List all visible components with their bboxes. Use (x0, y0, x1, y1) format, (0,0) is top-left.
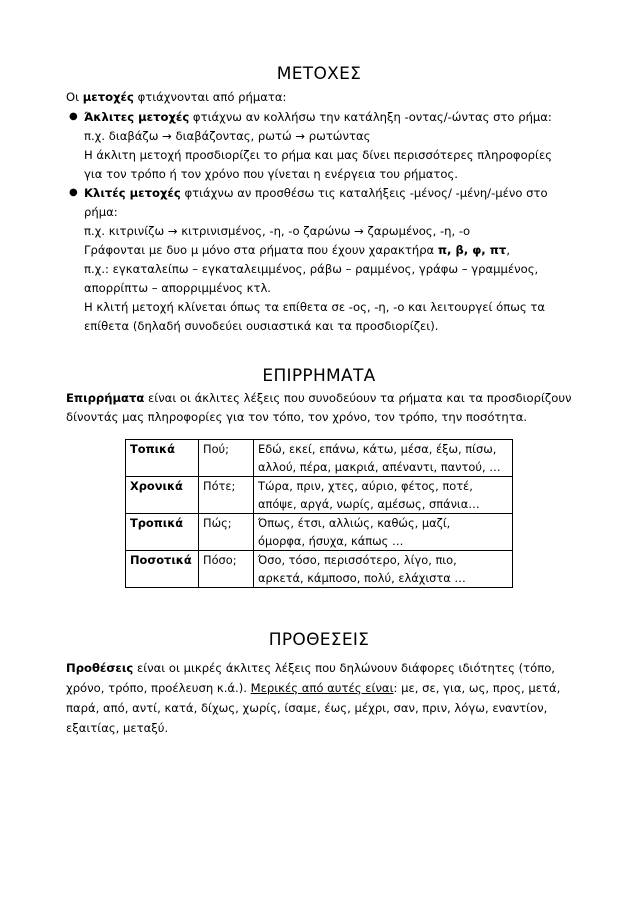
metoxes-intro (66, 88, 286, 106)
mm-rule-chars: π, β, φ, πτ (437, 243, 507, 257)
protheseis-text: είναι οι μικρές άκλιτες λέξεις που δηλώνουν διάφορες ιδιότητες (τόπο, (133, 661, 555, 675)
examples-line: Όπως, έτσι, αλλιώς, καθώς, μαζί, (258, 516, 451, 530)
klites-desc-1: Η κλιτή μετοχή κλίνεται όπως τα επίθετα σε -ος, -η, -ο και λειτουργεί όπως τα (84, 300, 546, 314)
intro-text: Οι (66, 90, 83, 104)
examples-line: αρκετά, κάμποσο, πολύ, ελάχιστα … (258, 571, 466, 585)
klites-heading (84, 184, 548, 202)
adverb-examples (254, 514, 513, 551)
adverb-type: Ποσοτικά (126, 551, 199, 588)
aklites-text: φτιάχνω αν κολλήσω την κατάληξη -οντας/-ώντας στο ρήμα: (189, 110, 552, 124)
section-title-epirrimata: ΕΠΙΡΡΗΜΑΤΑ (262, 366, 376, 386)
protheseis-text-post: : με, σε, για, ως, προς, μετά, (393, 681, 561, 695)
adverb-question: Πού; (199, 440, 254, 477)
aklites-desc-1: Η άκλιτη μετοχή προσδιορίζει το ρήμα και μας δίνει περισσότερες πληροφορίες (84, 148, 553, 162)
adverb-examples (254, 440, 513, 477)
adverb-type: Τροπικά (126, 514, 199, 551)
protheseis-underlined: Μερικές από αυτές είναι (250, 681, 394, 695)
epirrimata-text: είναι οι άκλιτες λέξεις που συνοδεύουν τα ρήματα και τα προσδιορίζουν (144, 391, 572, 405)
bullet-icon: ● (69, 187, 78, 198)
klites-text-2: ρήμα: (84, 205, 118, 219)
intro-text-end: φτιάχνονται από ρήματα: (133, 90, 287, 104)
examples-line: όμορφα, ήσυχα, κάπως … (258, 534, 404, 548)
mm-rule-text: Γράφονται με δυο μ μόνο στα ρήματα που έχουν χαρακτήρα (84, 243, 438, 257)
examples-line: απόψε, αργά, νωρίς, αμέσως, σπάνια… (258, 497, 480, 511)
section-title-protheseis: ΠΡΟΘΕΣΕΙΣ (268, 630, 370, 650)
table-row (126, 477, 513, 514)
adverb-question: Πώς; (199, 514, 254, 551)
mm-rule-end: , (506, 243, 511, 257)
adverb-examples (254, 477, 513, 514)
epirrimata-intro-2: δίνοντάς μας πληροφορίες για τον τόπο, τον χρόνο, τον τρόπο, την ποσότητα. (66, 410, 528, 424)
protheseis-text-3: παρά, από, αντί, κατά, δίχως, χωρίς, ίσαμε, έως, μέχρι, σαν, πριν, λόγω, εναντίον, (66, 701, 548, 715)
klites-mm-rule (84, 241, 510, 259)
klites-mm-examples-2: απορρίπτω – απορριμμένος κτλ. (84, 281, 271, 295)
epirrimata-intro-1 (66, 389, 572, 407)
protheseis-text-4: εξαιτίας, μεταξύ. (66, 721, 169, 735)
section-title-metoxes: ΜΕΤΟΧΕΣ (276, 64, 362, 84)
aklites-heading (84, 108, 552, 126)
adverb-question: Πόσο; (199, 551, 254, 588)
protheseis-text-2 (66, 679, 560, 697)
aklites-example: π.χ. διαβάζω → διαβάζοντας, ρωτώ → ρωτώντας (84, 129, 371, 143)
protheseis-text-pre: χρόνο, τρόπο, προέλευση κ.ά.). (66, 681, 251, 695)
klites-bold: Κλιτές μετοχές (84, 186, 181, 200)
klites-text: φτιάχνω αν προσθέσω τις καταλήξεις -μένος/ -μένη/-μένο στο (180, 186, 548, 200)
examples-line: Όσο, τόσο, περισσότερο, λίγο, πιο, (258, 553, 457, 567)
adverbs-table (125, 439, 513, 588)
epirrimata-bold: Επιρρήματα (66, 391, 145, 405)
klites-desc-2: επίθετα (δηλαδή συνοδεύει ουσιαστικά και τα προσδιορίζει). (84, 319, 439, 333)
examples-line: Εδώ, εκεί, επάνω, κάτω, μέσα, έξω, πίσω, (258, 442, 497, 456)
table-row (126, 514, 513, 551)
klites-example: π.χ. κιτρινίζω → κιτρινισμένος, -η, -ο ζαρώνω → ζαρωμένος, -η, -ο (84, 224, 471, 238)
protheseis-bold: Προθέσεις (66, 661, 134, 675)
protheseis-text-1 (66, 659, 555, 677)
intro-bold: μετοχές (82, 90, 134, 104)
examples-line: Τώρα, πριν, χτες, αύριο, φέτος, ποτέ, (258, 479, 473, 493)
bullet-icon: ● (69, 111, 78, 122)
adverb-type: Χρονικά (126, 477, 199, 514)
table-row (126, 551, 513, 588)
aklites-desc-2: για τον τρόπο ή τον χρόνο που γίνεται η ενέργεια του ρήματος. (84, 167, 458, 181)
table-row (126, 440, 513, 477)
adverb-question: Πότε; (199, 477, 254, 514)
aklites-bold: Άκλιτες μετοχές (84, 110, 190, 124)
adverb-type: Τοπικά (126, 440, 199, 477)
klites-mm-examples-1: π.χ.: εγκαταλείπω – εγκαταλειμμένος, ράβω – ραμμένος, γράφω – γραμμένος, (84, 262, 539, 276)
adverb-examples (254, 551, 513, 588)
examples-line: αλλού, πέρα, μακριά, απέναντι, παντού, … (258, 460, 501, 474)
